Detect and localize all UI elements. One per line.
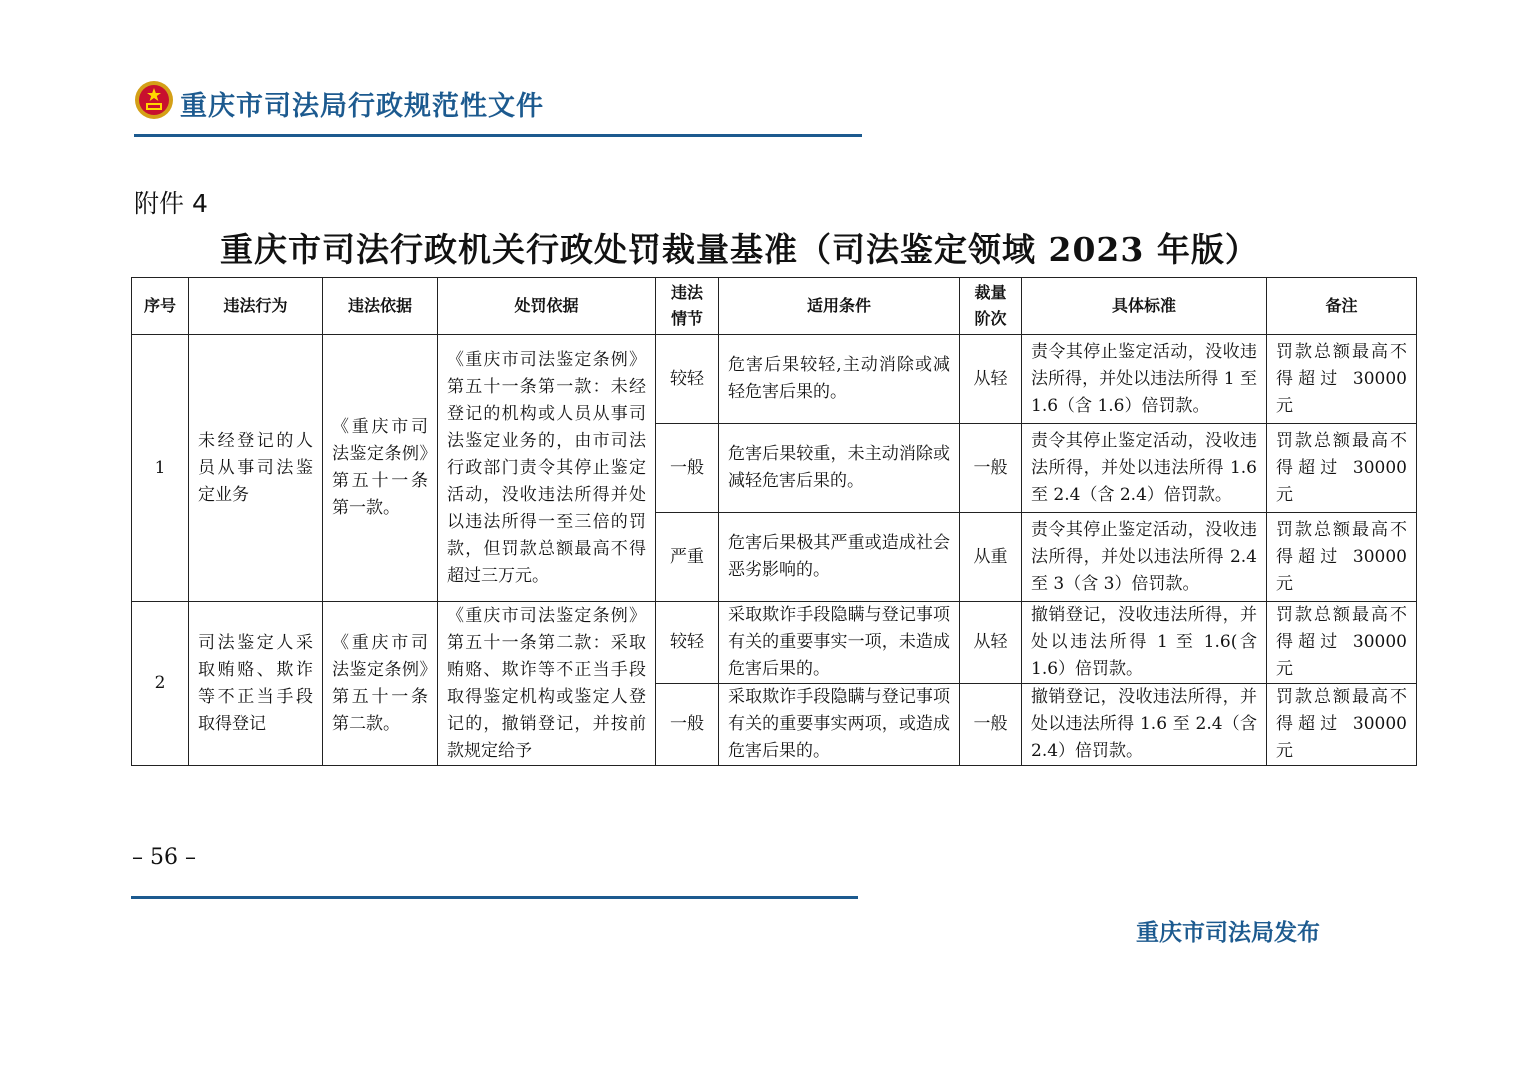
header-circumstance: 违法 情节 <box>656 278 719 335</box>
national-emblem-icon <box>134 80 174 120</box>
row-level: 从轻 <box>960 335 1022 424</box>
row-legal-basis: 《重庆市司法鉴定条例》第五十一条第一款。 <box>323 335 438 602</box>
row-remark: 罚款总额最高不得超过 30000 元 <box>1267 602 1417 684</box>
row-no: 1 <box>132 335 189 602</box>
row-remark: 罚款总额最高不得超过 30000 元 <box>1267 684 1417 766</box>
row-standard: 撤销登记，没收违法所得，并处以违法所得 1.6 至 2.4（含 2.4）倍罚款。 <box>1022 684 1267 766</box>
document-title: 重庆市司法行政机关行政处罚裁量基准（司法鉴定领域 2023 年版） <box>220 230 1259 269</box>
penalty-basis-text: 《重庆市司法鉴定条例》第五十一条第二款：采取贿赂、欺诈等不正当手段取得鉴定机构或鉴定人登记的，撤销登记，并按前款规定给予 <box>447 605 646 761</box>
row-standard: 责令其停止鉴定活动，没收违法所得，并处以违法所得 1.6 至 2.4（含 2.4）倍罚款。 <box>1022 424 1267 513</box>
attachment-label: 附件 4 <box>134 189 208 218</box>
page-number: – 56 – <box>132 845 196 870</box>
header-rule <box>134 134 862 137</box>
row-condition: 危害后果较重，未主动消除或减轻危害后果的。 <box>719 424 960 513</box>
row-standard: 撤销登记，没收违法所得，并处以违法所得 1 至 1.6(含 1.6）倍罚款。 <box>1022 602 1267 684</box>
row-standard: 责令其停止鉴定活动，没收违法所得，并处以违法所得 2.4 至 3（含 3）倍罚款。 <box>1022 513 1267 602</box>
row-condition: 采取欺诈手段隐瞒与登记事项有关的重要事实两项，或造成危害后果的。 <box>719 684 960 766</box>
header-standard: 具体标准 <box>1022 278 1267 335</box>
row-level: 一般 <box>960 684 1022 766</box>
row-legal-basis: 《重庆市司法鉴定条例》第五十一条第二款。 <box>323 602 438 766</box>
row-circumstance: 严重 <box>656 513 719 602</box>
row-remark: 罚款总额最高不得超过 30000 元 <box>1267 335 1417 424</box>
row-remark: 罚款总额最高不得超过 30000 元 <box>1267 513 1417 602</box>
row-standard: 责令其停止鉴定活动，没收违法所得，并处以违法所得 1 至 1.6（含 1.6）倍罚款。 <box>1022 335 1267 424</box>
row-penalty-basis: 《重庆市司法鉴定条例》第五十一条第一款：未经登记的机构或人员从事司法鉴定业务的，由市司法行政部门责令其停止鉴定活动，没收违法所得并处以违法所得一至三倍的罚款，但罚款总额最高不得超过三万元。 <box>438 335 656 602</box>
header-behavior: 违法行为 <box>189 278 323 335</box>
row-condition: 采取欺诈手段隐瞒与登记事项有关的重要事实一项，未造成危害后果的。 <box>719 602 960 684</box>
row-level: 从重 <box>960 513 1022 602</box>
row-remark: 罚款总额最高不得超过 30000 元 <box>1267 424 1417 513</box>
header-legal-basis: 违法依据 <box>323 278 438 335</box>
row-condition: 危害后果较轻,主动消除或减轻危害后果的。 <box>719 335 960 424</box>
header-condition: 适用条件 <box>719 278 960 335</box>
row-no: 2 <box>132 602 189 766</box>
penalty-table <box>131 277 1417 766</box>
header-no: 序号 <box>132 278 189 335</box>
header-title: 重庆市司法局行政规范性文件 <box>180 91 544 122</box>
row-circumstance: 一般 <box>656 684 719 766</box>
row-level: 从轻 <box>960 602 1022 684</box>
row-penalty-basis <box>438 602 656 766</box>
row-circumstance: 较轻 <box>656 602 719 684</box>
header-remark: 备注 <box>1267 278 1417 335</box>
row-level: 一般 <box>960 424 1022 513</box>
header-penalty-basis: 处罚依据 <box>438 278 656 335</box>
publisher: 重庆市司法局发布 <box>1136 920 1320 946</box>
header-level: 裁量 阶次 <box>960 278 1022 335</box>
row-behavior: 司法鉴定人采取贿赂、欺诈等不正当手段取得登记 <box>189 602 323 766</box>
row-circumstance: 较轻 <box>656 335 719 424</box>
footer-rule <box>131 896 858 899</box>
row-condition: 危害后果极其严重或造成社会恶劣影响的。 <box>719 513 960 602</box>
row-circumstance: 一般 <box>656 424 719 513</box>
table-header-row <box>132 278 1417 335</box>
table-row <box>132 335 1417 424</box>
table-row <box>132 602 1417 684</box>
row-behavior: 未经登记的人员从事司法鉴定业务 <box>189 335 323 602</box>
